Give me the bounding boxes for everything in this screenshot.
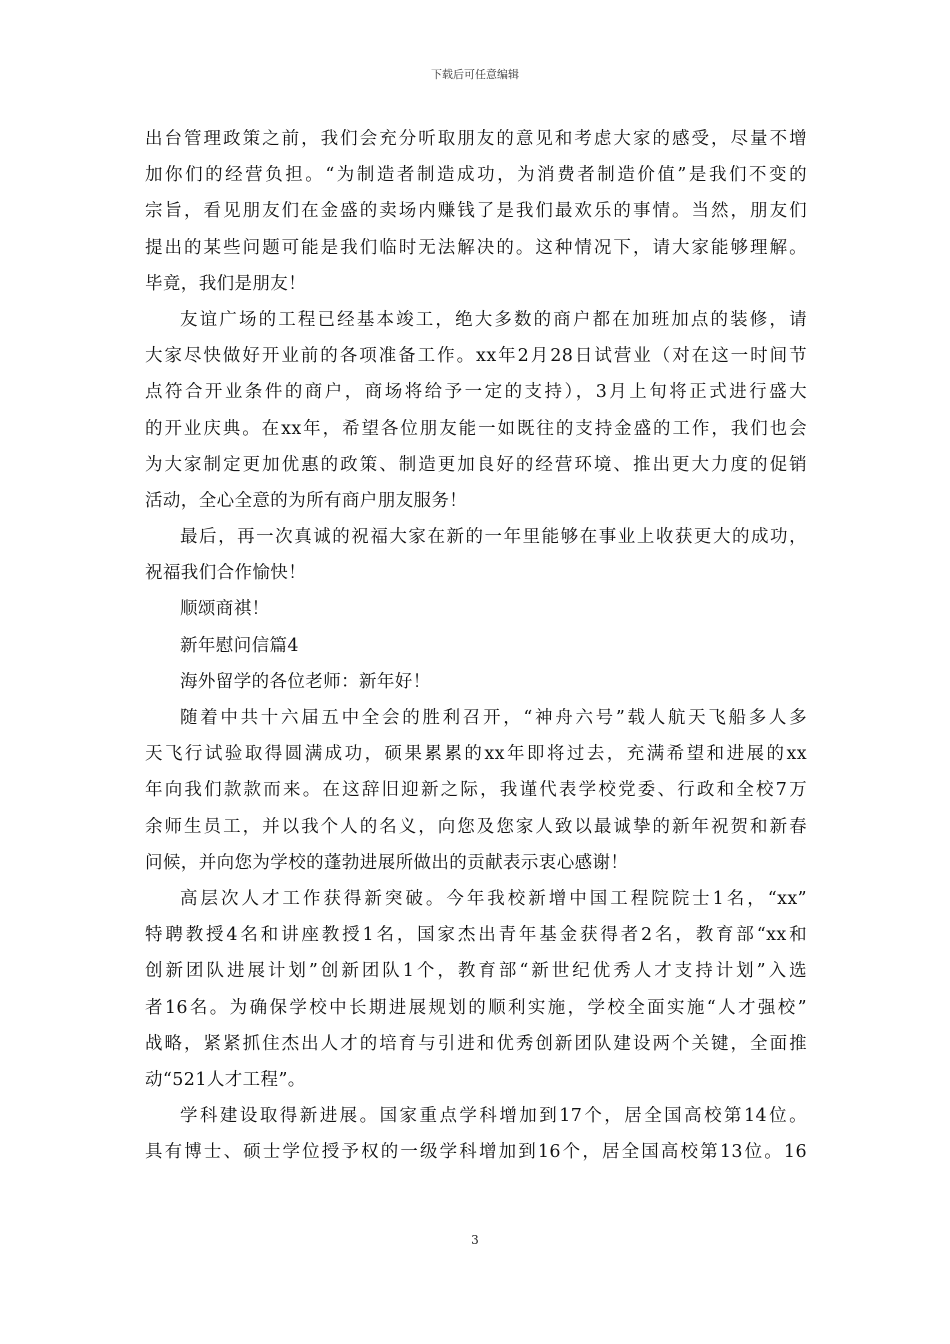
text-line: 具有博士、硕士学位授予权的一级学科增加到16个，居全国高校第13位。16 xyxy=(145,1142,807,1163)
text-line: 随着中共十六届五中全会的胜利召开，“神舟六号”载人航天飞船多人多 xyxy=(180,708,807,728)
text-line: 高层次人才工作获得新突破。今年我校新增中国工程院院士1名，“xx” xyxy=(180,888,807,909)
text-line: 最后，再一次真诚的祝福大家在新的一年里能够在事业上收获更大的成功， xyxy=(180,527,807,548)
text-line: 特聘教授4名和讲座教授1名，国家杰出青年基金获得者2名，教育部“xx和 xyxy=(145,925,807,946)
text-line: 海外留学的各位老师：新年好！ xyxy=(180,671,431,692)
text-line: 问候，并向您为学校的蓬勃进展所做出的贡献表示衷心感谢！ xyxy=(145,852,629,873)
text-line: 的开业庆典。在xx年，希望各位朋友能一如既往的支持金盛的工作，我们也会 xyxy=(145,418,807,439)
text-line: 友谊广场的工程已经基本竣工，绝大多数的商户都在加班加点的装修，请 xyxy=(180,309,807,330)
text-line: 者16名。为确保学校中长期进展规划的顺利实施，学校全面实施“人才强校” xyxy=(145,997,807,1018)
text-line: 提出的某些问题可能是我们临时无法解决的。这种情况下，请大家能够理解。 xyxy=(145,237,807,258)
text-line: 创新团队进展计划”创新团队1个，教育部“新世纪优秀人才支持计划”入选 xyxy=(145,961,807,982)
text-line: 宗旨，看见朋友们在金盛的卖场内赚钱了是我们最欢乐的事情。当然，朋友们 xyxy=(145,201,807,222)
text-line: 天飞行试验取得圆满成功，硕果累累的xx年即将过去，充满希望和进展的xx xyxy=(145,744,807,765)
text-line: 余师生员工，并以我个人的名义，向您及您家人致以最诚挚的新年祝贺和新春 xyxy=(145,816,807,837)
text-line: 加你们的经营负担。“为制造者制造成功，为消费者制造价值”是我们不变的 xyxy=(145,165,807,186)
text-line: 学科建设取得新进展。国家重点学科增加到17个，居全国高校第14位。 xyxy=(180,1106,807,1127)
document-body xyxy=(145,121,807,1170)
text-line: 点符合开业条件的商户，商场将给予一定的支持），3月上旬将正式进行盛大 xyxy=(145,382,807,403)
text-line: 年向我们款款而来。在这辞旧迎新之际，我谨代表学校党委、行政和全校7万 xyxy=(145,780,807,801)
text-line: 出台管理政策之前，我们会充分听取朋友的意见和考虑大家的感受，尽量不增 xyxy=(145,129,807,149)
text-line: 大家尽快做好开业前的各项准备工作。xx年2月28日试营业（对在这一时间节 xyxy=(145,346,807,367)
page-number: 3 xyxy=(471,1233,479,1247)
text-line: 顺颂商祺！ xyxy=(180,599,270,620)
text-line: 毕竟，我们是朋友！ xyxy=(145,273,307,294)
text-line: 动“521人才工程”。 xyxy=(145,1069,306,1090)
text-line: 活动，全心全意的为所有商户朋友服务！ xyxy=(145,490,468,511)
text-line: 为大家制定更加优惠的政策、制造更加良好的经营环境、推出更大力度的促销 xyxy=(145,454,807,475)
text-line: 祝福我们合作愉快！ xyxy=(145,563,307,584)
text-line: 新年慰问信篇4 xyxy=(180,635,299,656)
text-line: 战略，紧紧抓住杰出人才的培育与引进和优秀创新团队建设两个关键，全面推 xyxy=(145,1033,807,1054)
page-header: 下载后可任意编辑 xyxy=(431,68,519,81)
